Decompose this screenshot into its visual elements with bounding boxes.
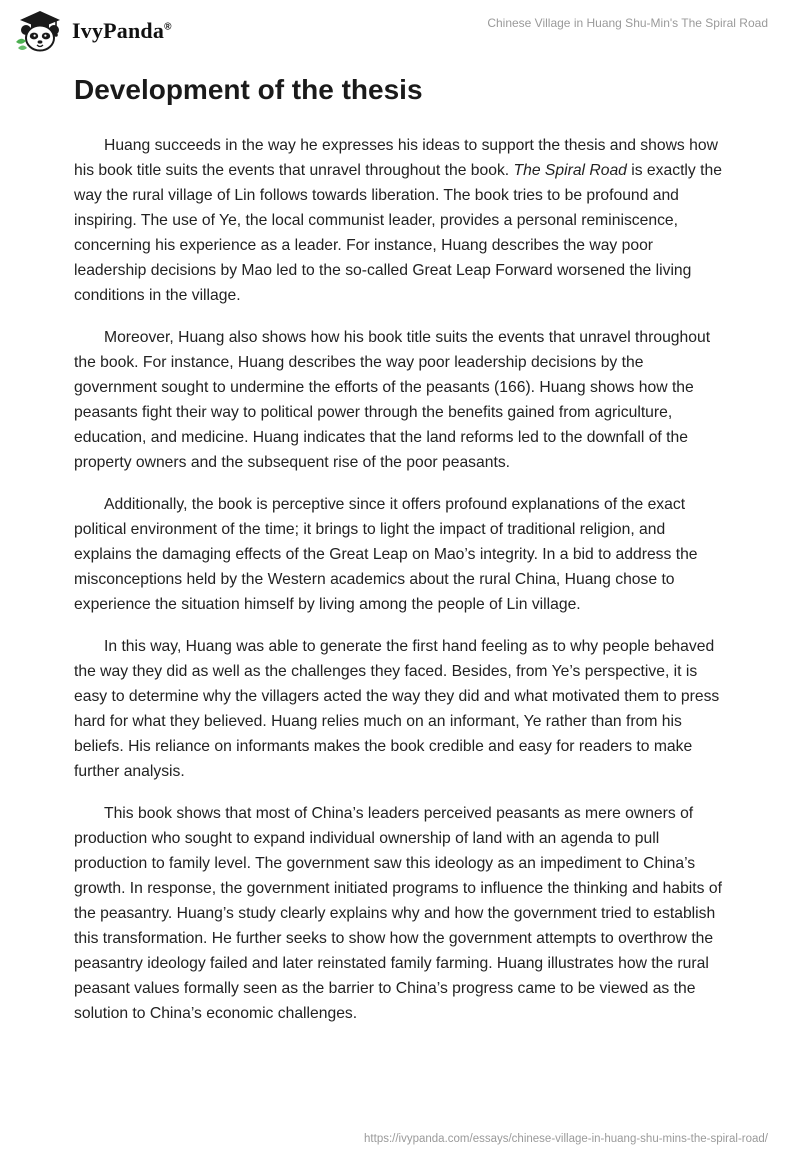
paragraph-3: Additionally, the book is perceptive since it offers profound explanations of the exact political environment of the time; it brings to light the impact of traditional religion, and explains the damaging effects of the Great Leap on Mao’s integrity. In a bid to address the misconceptions held by the Western academics about the rural China, Huang chose to experience the situation himself by living among the people of Lin village. — [74, 496, 698, 613]
paragraph-4: In this way, Huang was able to generate the first hand feeling as to why people behaved the way they did as well as the challenges they faced. Besides, from Ye’s perspective, it is easy to determine why the villagers acted the way they did and what motivated them to press hard for what they believed. Huang relies much on an informant, Ye rather than from his beliefs. His reliance on informants makes the book credible and easy for readers to make further analysis. — [74, 638, 720, 780]
section-heading: Development of the thesis — [74, 74, 423, 105]
paragraph-text: is exactly the way the rural village of Lin follows towards liberation. The book tries to be profound and inspiring. The use of Ye, the local communist leader, provides a personal reminiscence, concerning his experience as a leader. For instance, Huang describes the way poor leadership decisions by Mao led to the so-called Great Leap Forward worsened the living conditions in the village. — [74, 162, 722, 304]
paragraph-2: Moreover, Huang also shows how his book title suits the events that unravel throughout the book. For instance, Huang describes the way poor leadership decisions by the government sought to undermine the efforts of the peasants (166). Huang shows how the peasants fight their way to political power through the benefits gained from agriculture, education, and medicine. Huang indicates that the land reforms led to the downfall of the property owners and the subsequent rise of the poor peasants. — [74, 329, 711, 471]
document-title: Chinese Village in Huang Shu-Min's The Spiral Road — [487, 16, 768, 30]
essay-body — [74, 133, 724, 1043]
source-url[interactable]: https://ivypanda.com/essays/chinese-village-in-huang-shu-mins-the-spiral-road/ — [364, 1133, 768, 1145]
ivypanda-logo[interactable] — [12, 8, 172, 54]
page-header — [0, 0, 800, 60]
paragraph-text: Huang succeeds in the way he expresses his ideas to support the thesis and shows how his book title suits the events that unravel throughout the book. — [74, 137, 718, 179]
book-title-italic: The Spiral Road — [513, 162, 627, 179]
registered-mark: ® — [164, 21, 172, 33]
logo-wordmark: IvyPanda® — [72, 18, 172, 43]
panda-graduate-icon — [12, 8, 68, 54]
paragraph-5: This book shows that most of China’s leaders perceived peasants as mere owners of production who sought to expand individual ownership of land with an agenda to pull production to family level. The government saw this ideology as an impediment to China’s growth. In response, the government initiated programs to influence the thinking and habits of the peasantry. Huang’s study clearly explains why and how the government tried to establish this transformation. He further seeks to show how the government attempts to overthrow the peasantry ideology failed and later reinstated family farming. Huang illustrates how the rural peasant values formally seen as the barrier to China’s progress came to be viewed as the solution to China’s economic challenges. — [74, 805, 722, 1022]
paragraph-1 — [74, 133, 724, 308]
